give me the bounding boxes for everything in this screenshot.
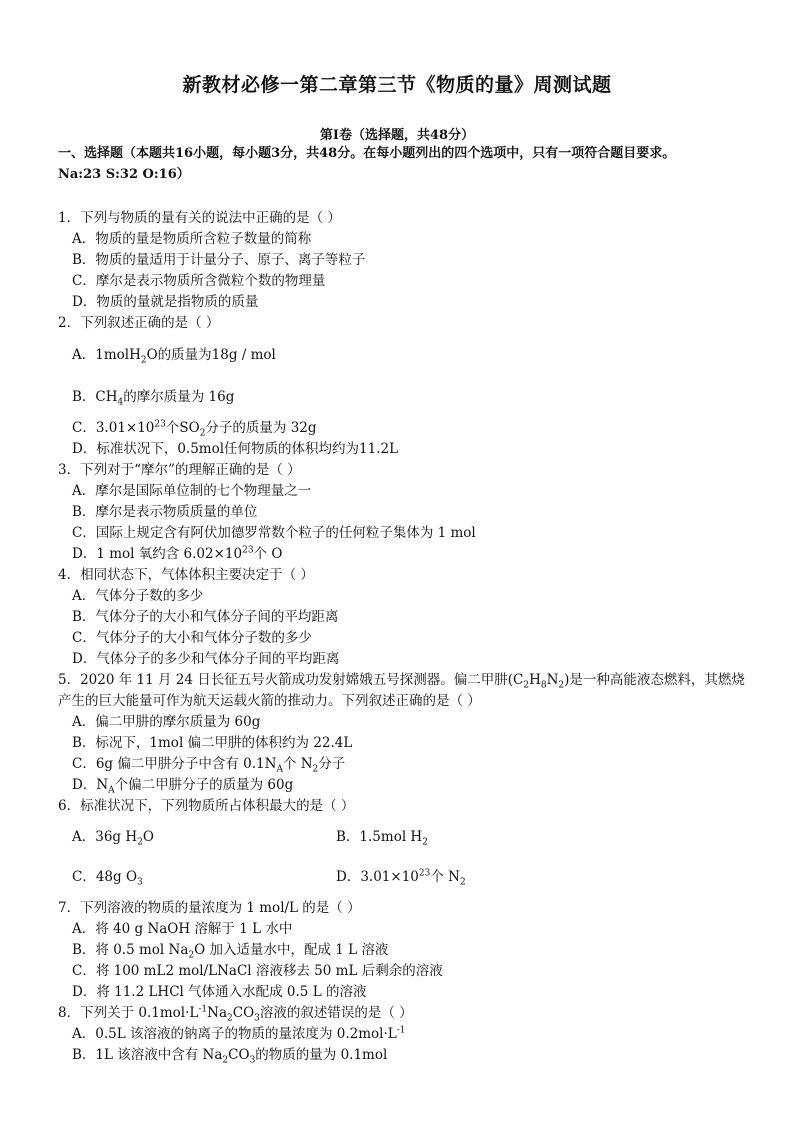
question-2-option-b	[72, 385, 234, 408]
subscript: 2	[558, 680, 565, 691]
stem-text: N	[546, 672, 559, 688]
option-label: C．	[72, 869, 96, 885]
question-1-option-d: D．物质的量就是指物质的质量	[72, 294, 259, 310]
question-8-stem	[58, 1001, 413, 1024]
section-instruction	[58, 143, 748, 185]
question-5-option-d	[72, 773, 293, 796]
question-3-option-b: B．摩尔是表示物质质量的单位	[72, 504, 258, 520]
instruction-line: 一、选择题（本题共16小题，每小题3分，共48分。在每小题列出的四个选项中，只有一项符合题目要求。	[58, 146, 676, 161]
question-2-option-c	[72, 416, 317, 439]
option-text: 的物质的量为 0.1mol	[255, 1047, 388, 1063]
stem-text: 溶液的叙述错误的是（ ）	[259, 1005, 413, 1021]
question-5-option-b: B．标况下，1mol 偏二甲肼的体积约为 22.4L	[72, 735, 353, 751]
superscript: 23	[242, 545, 254, 556]
question-4-option-a: A．气体分子数的多少	[72, 588, 204, 604]
option-text: H	[129, 347, 141, 363]
question-3-option-d	[72, 542, 282, 562]
question-6-stem: 6．标准状况下，下列物质所占体积最大的是（ ）	[58, 798, 355, 814]
subscript: 2	[459, 877, 466, 888]
stem-text: )是一种高能液态燃料，其燃烧	[564, 672, 745, 688]
stem-text: Na	[207, 1005, 228, 1021]
subscript: 2	[137, 837, 143, 848]
subscript: A	[108, 785, 115, 796]
question-4-stem: 4．相同状态下，气体体积主要决定于（ ）	[58, 567, 314, 583]
subscript: 2	[188, 950, 195, 961]
subscript: 8	[540, 680, 547, 691]
option-label: B．	[72, 389, 96, 405]
option-label: D．	[72, 441, 97, 457]
option-text: O的质量为18g / mol	[146, 347, 276, 363]
question-7-option-b	[72, 938, 388, 961]
stem-text: 5．2020 年 11 月 24 日长征五号火箭成功发射嫦娥五号探测器。偏二甲肼(C	[58, 672, 524, 688]
question-4-option-d: D．气体分子的多少和气体分子间的平均距离	[72, 651, 340, 667]
option-text: 个偏二甲肼分子的质量为 60g	[114, 777, 294, 793]
option-text: D．1 mol 氧约含 6.02×10	[72, 546, 243, 562]
option-text: 分子的质量为 32g	[205, 420, 317, 436]
question-7-option-d: D．将 11.2 LHCl 气体通入水配成 0.5 L 的溶液	[72, 984, 367, 1000]
section-subtitle: 第Ⅰ卷（选择题，共48分）	[319, 128, 475, 143]
question-8-option-b	[72, 1043, 387, 1066]
question-1-option-b: B．物质的量适用于计量分子、原子、离子等粒子	[72, 252, 366, 268]
option-text: O 加入适量水中，配成 1 L 溶液	[194, 942, 389, 958]
question-1-option-a: A．物质的量是物质所含粒子数量的简称	[72, 231, 312, 247]
subscript: 3	[249, 1055, 256, 1066]
question-3-stem: 3．下列对于“摩尔”的理解正确的是（ ）	[58, 462, 301, 478]
question-5-stem-continued: 产生的巨大能量可作为航天运载火箭的推动力。下列叙述正确的是（ ）	[58, 693, 481, 709]
question-2-stem: 2．下列叙述正确的是（ ）	[58, 315, 220, 331]
question-3-option-c: C．国际上规定含有阿伏加德罗常数个粒子的任何粒子集体为 1 mol	[72, 525, 476, 541]
question-7-stem: 7．下列溶液的物质的量浓度为 1 mol/L 的是（ ）	[58, 900, 361, 916]
subscript: 2	[227, 1013, 233, 1024]
question-6-option-a	[72, 825, 154, 848]
page-title: 新教材必修一第二章第三节《物质的量》周测试题	[182, 74, 612, 96]
option-text: 个 N	[430, 869, 460, 885]
option-text: B．将 0.5 mol Na	[72, 942, 189, 958]
question-6-option-c	[72, 865, 143, 888]
option-text: 个 O	[253, 546, 283, 562]
question-6-option-b	[336, 825, 428, 848]
question-8-option-a	[72, 1022, 406, 1042]
option-text: 个SO	[165, 420, 200, 436]
subscript: 2	[422, 837, 428, 848]
question-1-option-c: C．摩尔是表示物质所含微粒个数的物理量	[72, 273, 326, 289]
option-label: C．	[72, 420, 96, 436]
question-5-option-c	[72, 752, 345, 775]
question-7-option-c: C．将 100 mL2 mol/LNaCl 溶液移去 50 mL 后剩余的溶液	[72, 963, 443, 979]
option-text: 36g H	[95, 829, 138, 845]
option-text: 3.01×10	[95, 420, 155, 436]
option-text: CH	[95, 389, 118, 405]
option-text: D．N	[72, 777, 109, 793]
option-label: A．	[72, 347, 96, 363]
option-text: 标准状况下，0.5mol任何物质的体积均约为11.2L	[96, 441, 399, 457]
option-text: 的摩尔质量为 16g	[123, 389, 235, 405]
option-text: CO	[228, 1047, 250, 1063]
option-text: A．0.5L 该溶液的钠离子的物质的量浓度为 0.2mol·L	[72, 1026, 397, 1042]
subscript: 2	[199, 428, 206, 439]
option-label: A．	[72, 829, 96, 845]
question-1-stem: 1．下列与物质的量有关的说法中正确的是（ ）	[58, 210, 341, 226]
subscript: 2	[222, 1055, 229, 1066]
question-5-stem	[58, 668, 745, 691]
question-5-option-a: A．偏二甲肼的摩尔质量为 60g	[72, 714, 261, 730]
option-text: O	[142, 829, 154, 845]
option-text: 分子	[318, 756, 346, 772]
question-2-option-d	[72, 437, 398, 457]
option-text: 1mol	[95, 347, 130, 363]
option-text: 个 N	[282, 756, 313, 772]
question-2-option-a	[72, 343, 276, 366]
option-text: B．1L 该溶液中含有 Na	[72, 1047, 223, 1063]
superscript: 23	[418, 868, 431, 879]
superscript: -1	[396, 1025, 406, 1036]
option-label: B．	[336, 829, 360, 845]
subscript: 2	[523, 680, 530, 691]
question-6-option-d	[336, 865, 466, 888]
stem-text: 8．下列关于 0.1mol·L	[58, 1005, 199, 1021]
instruction-line: Na:23 S:32 O:16）	[58, 167, 190, 182]
subscript: 4	[117, 397, 124, 408]
question-7-option-a: A．将 40 g NaOH 溶解于 1 L 水中	[72, 921, 293, 937]
stem-text: CO	[232, 1005, 255, 1021]
subscript: 3	[137, 877, 143, 888]
option-label: D．	[336, 869, 361, 885]
subscript: 2	[140, 355, 147, 366]
subscript: 3	[254, 1013, 260, 1024]
subscript: 2	[312, 764, 319, 775]
subscript: A	[276, 764, 283, 775]
option-text: 3.01×10	[360, 869, 419, 885]
question-4-option-c: C．气体分子的大小和气体分子数的多少	[72, 630, 312, 646]
question-3-option-a: A．摩尔是国际单位制的七个物理量之一	[72, 483, 312, 499]
stem-text: H	[529, 672, 541, 688]
question-4-option-b: B．气体分子的大小和气体分子间的平均距离	[72, 609, 339, 625]
superscript: 23	[154, 419, 166, 430]
superscript: -1	[198, 1004, 208, 1015]
option-text: 48g O	[95, 869, 138, 885]
option-text: 1.5mol H	[359, 829, 423, 845]
option-text: C．6g 偏二甲肼分子中含有 0.1N	[72, 756, 277, 772]
